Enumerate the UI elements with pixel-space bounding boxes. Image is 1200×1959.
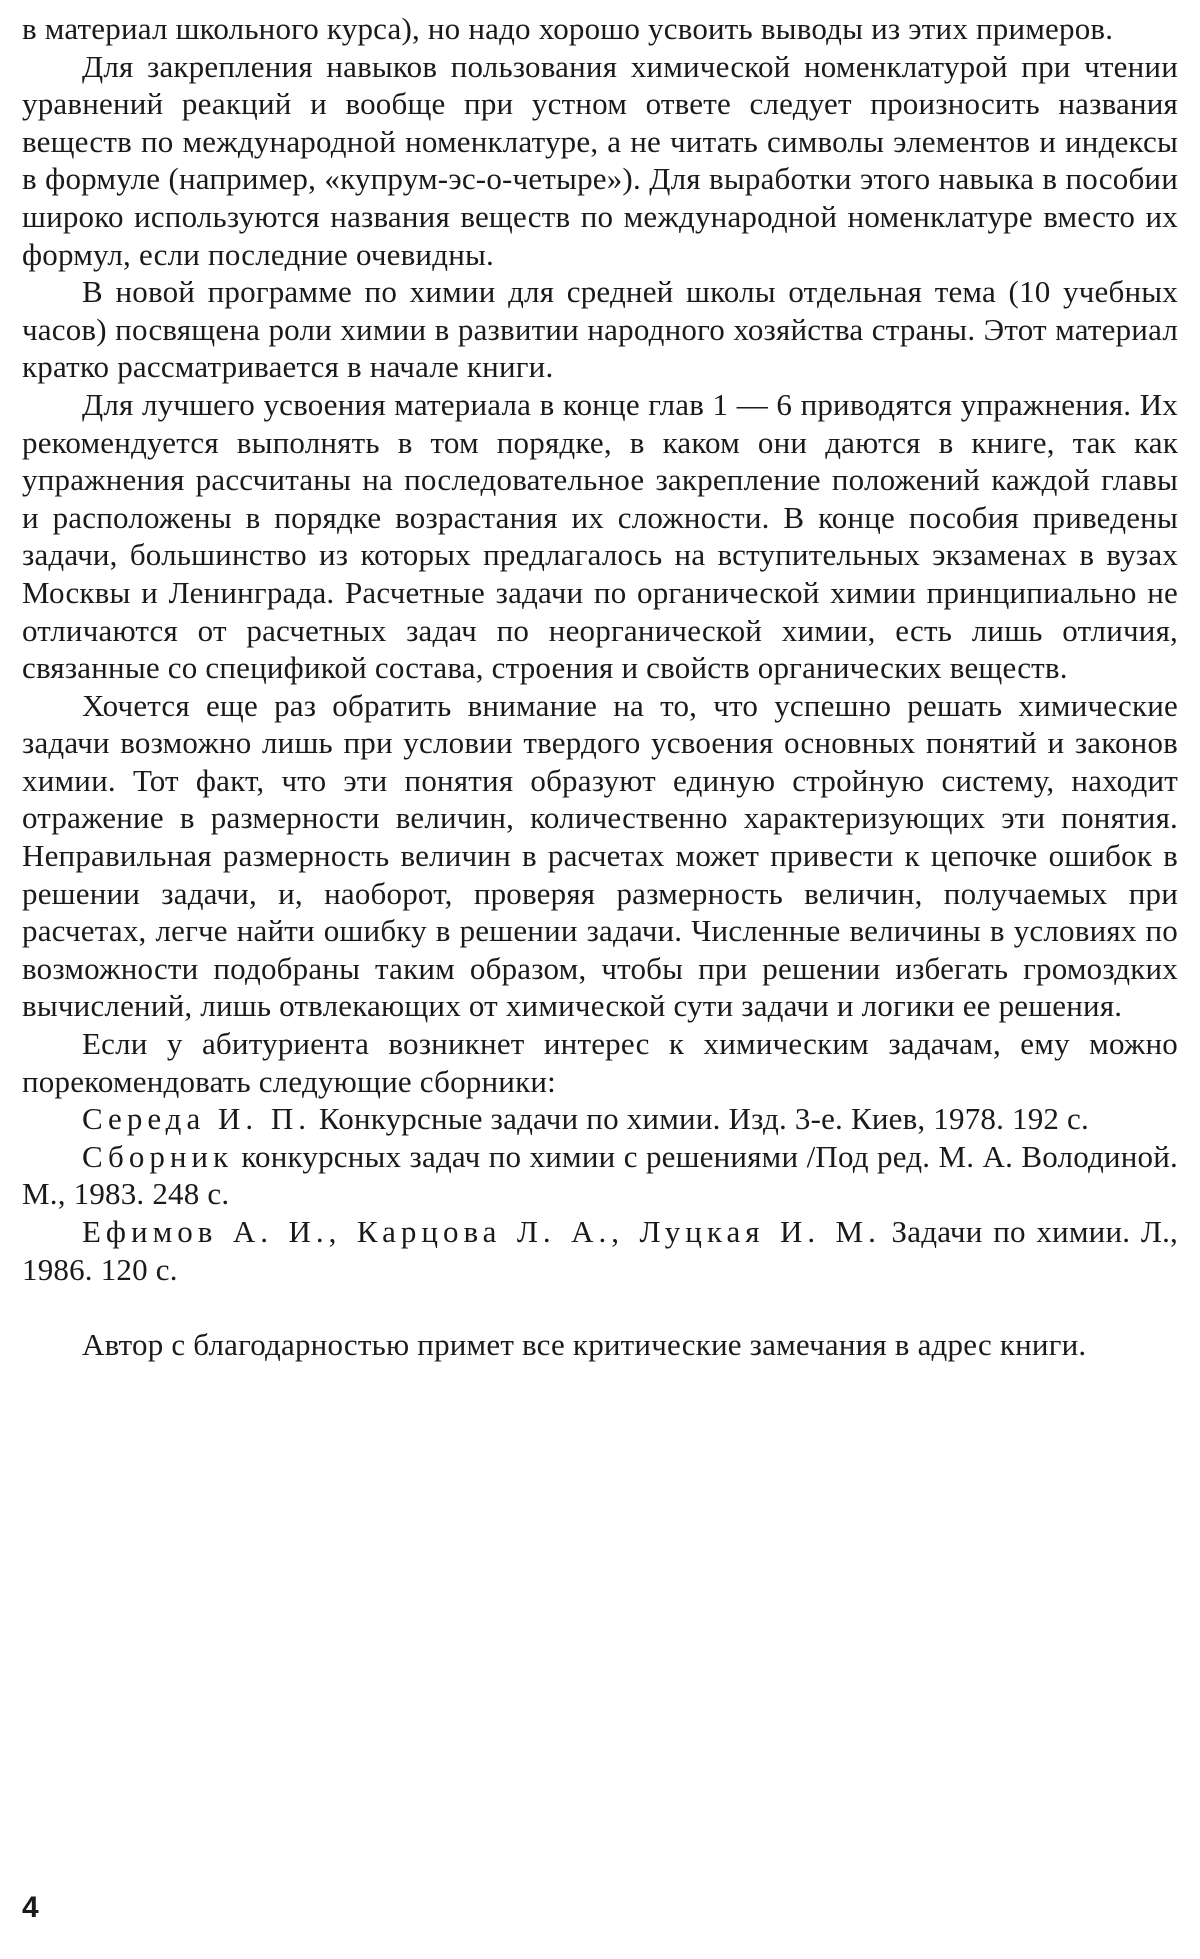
page-body — [22, 10, 1178, 1364]
reference-item — [22, 1213, 1178, 1288]
reference-item — [22, 1138, 1178, 1213]
reference-author: Сборник — [82, 1138, 234, 1174]
paragraph-exercises: Для лучшего усвоения материала в конце глав 1 — 6 приводятся упражнения. Их рекомендуется выполнять в том порядке, в каком они даются в книге, так как упражнения рассчитаны на последовательное закрепление положений каждой главы и расположены в порядке возрастания их сложности. В конце пособия приведены задачи, большинство из которых предлагалось на вступительных экзаменах в вузах Москвы и Ленинграда. Расчетные задачи по органической химии принципиально не отличаются от расчетных задач по неорганической химии, есть лишь отличия, связанные со спецификой состава, строения и свойств органических веществ. — [22, 386, 1178, 686]
section-gap — [22, 1288, 1178, 1326]
reference-author: Ефимов А. И., Карцова Л. А., Луцкая И. М. — [82, 1214, 881, 1249]
reference-details: Задачи по химии. Л., 1986. 120 с. — [22, 1214, 1178, 1287]
reference-details: конкурсных задач по химии с решениями /Под ред. М. А. Володиной. М., 1983. 248 с. — [22, 1138, 1178, 1212]
paragraph-continuation: в материал школьного курса), но надо хорошо усвоить выводы из этих примеров. — [22, 11, 1114, 46]
closing-note: Автор с благодарностью примет все критические замечания в адрес книги. — [82, 1327, 1087, 1363]
paragraph-recommendation: Если у абитуриента возникнет интерес к химическим задачам, ему можно порекомендовать следующие сборники: — [22, 1026, 1178, 1099]
reference-details: Конкурсные задачи по химии. Изд. 3-е. Киев, 1978. 192 с. — [310, 1101, 1089, 1137]
paragraph-nomenclature: Для закрепления навыков пользования химической номенклатурой при чтении уравнений реакций и вообще при устном ответе следует произносить названия веществ по международной номенклатуре, а не читать символы элементов и индексы в формуле (например, «купрум-эс-о-четыре»). Для выработки этого навыка в пособии широко используются названия веществ по международной номенклатуре вместо их формул, если последние очевидны. — [22, 48, 1178, 272]
page-number: 4 — [22, 1891, 39, 1924]
reference-item — [22, 1100, 1178, 1138]
paragraph-dimensions: Хочется еще раз обратить внимание на то, что успешно решать химические задачи возможно лишь при условии твердого усвоения основных понятий и законов химии. Тот факт, что эти понятия образуют единую стройную систему, находит отражение в размерности величин, количественно характеризующих эти понятия. Неправильная размерность величин в расчетах может привести к цепочке ошибок в решении задачи, и, наоборот, проверяя размерность величин, получаемых при расчетах, легче найти ошибку в решении задачи. Численные величины в условиях по возможности подобраны таким образом, чтобы при решении избегать громоздких вычислений, лишь отвлекающих от химической сути задачи и логики ее решения. — [22, 687, 1178, 1024]
paragraph-program: В новой программе по химии для средней школы отдельная тема (10 учебных часов) посвящена роли химии в развитии народного хозяйства страны. Этот материал кратко рассматривается в начале книги. — [22, 274, 1178, 385]
reference-author: Середа И. П. — [82, 1101, 311, 1137]
